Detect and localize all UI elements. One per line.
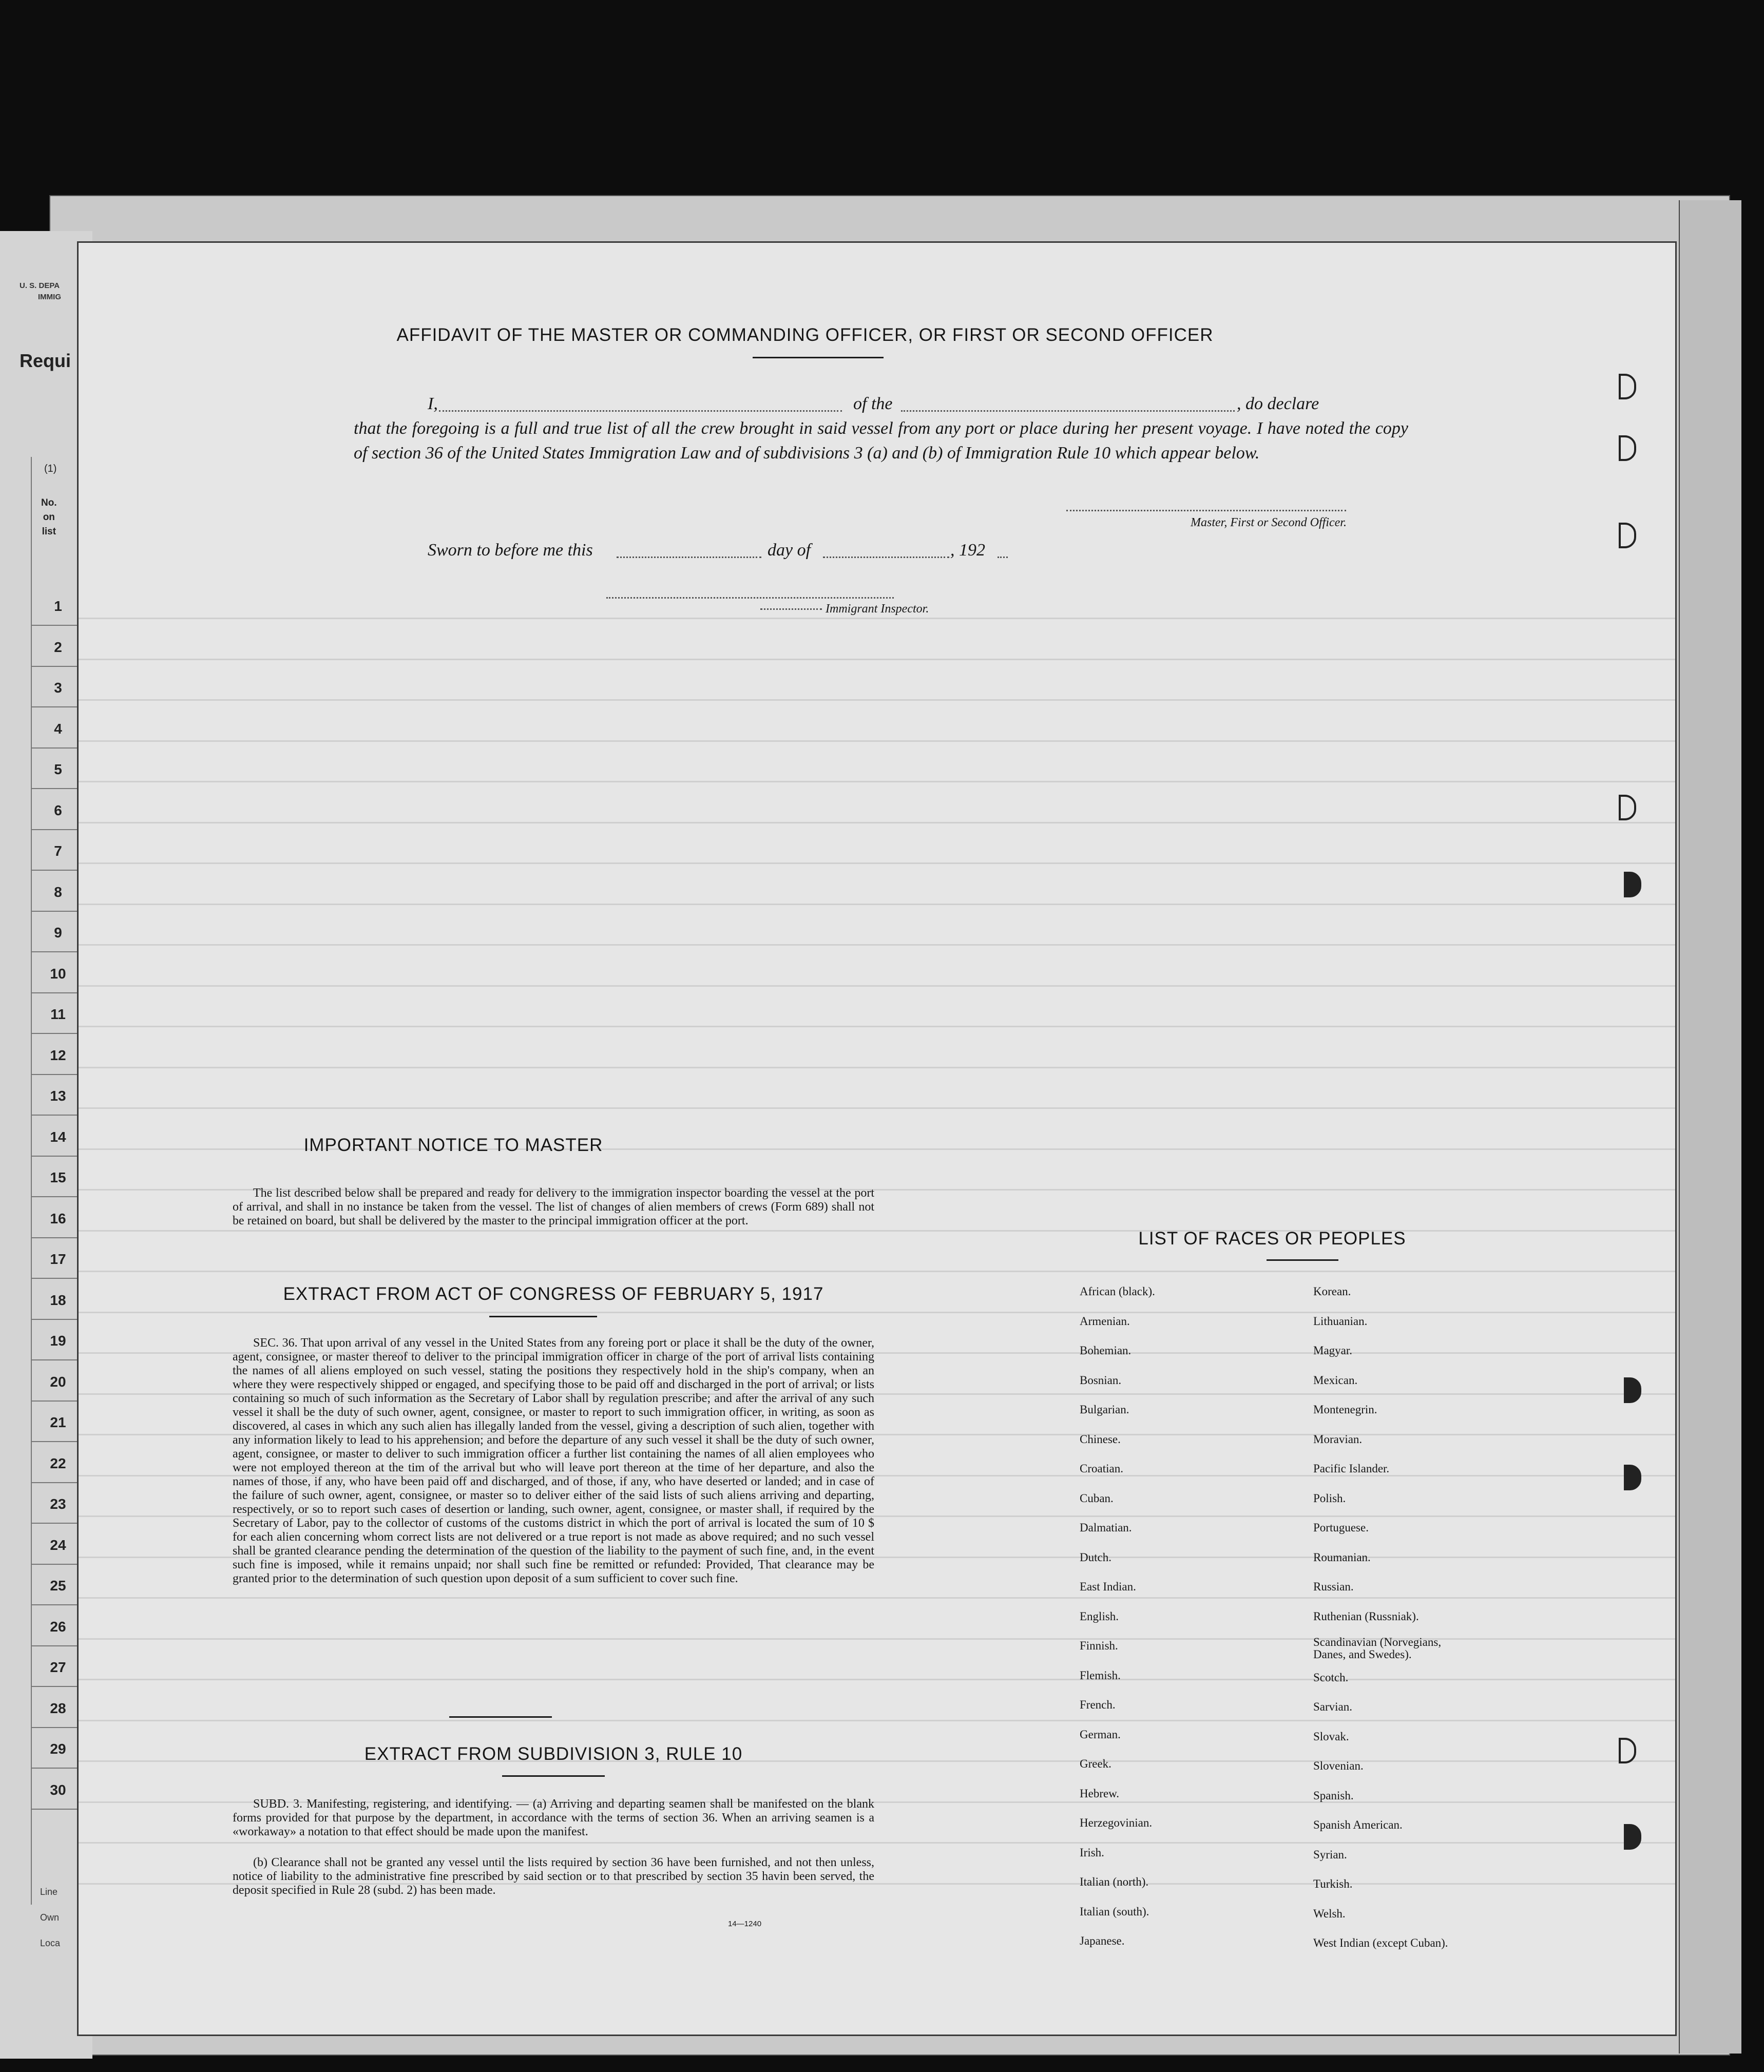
- ghost-row-line: [79, 1679, 1675, 1680]
- sworn-line: [428, 538, 1198, 563]
- ghost-row-line: [79, 1312, 1675, 1313]
- year-label: , 192: [950, 541, 985, 560]
- binder-hole: [1619, 374, 1636, 399]
- race-item: Italian (south).: [1080, 1905, 1149, 1918]
- race-item: French.: [1080, 1698, 1116, 1711]
- i-label: I,: [428, 394, 438, 413]
- left-department-header: U. S. DEPA IMMIG: [20, 281, 61, 301]
- row-number: 18: [50, 1292, 66, 1308]
- race-item: Croatian.: [1080, 1462, 1123, 1475]
- ghost-row-line: [79, 781, 1675, 782]
- binder-hole: [1619, 435, 1636, 461]
- race-item: Moravian.: [1313, 1432, 1363, 1446]
- race-item: Japanese.: [1080, 1934, 1125, 1947]
- row-number: 20: [50, 1373, 66, 1390]
- row-number: 15: [50, 1169, 66, 1185]
- inspector-label: Immigrant Inspector.: [826, 602, 929, 616]
- race-item: Armenian.: [1080, 1314, 1130, 1328]
- sworn-day-blank[interactable]: [617, 557, 761, 558]
- notice-text: The list described below shall be prepared and ready for delivery to the immigration inspector boarding the vessel at the port of arrival, and shall in no instance be taken from the vessel. The list of changes of alien members of crews (Form 689) shall not be retained on board, but shall be delivered by the master to the principal immigration officer at the port.: [233, 1186, 874, 1227]
- ghost-row-line: [79, 659, 1675, 660]
- race-item: Herzegovinian.: [1080, 1816, 1153, 1829]
- row-number: 21: [50, 1414, 66, 1430]
- right-sheet-edge: [1679, 200, 1741, 2054]
- race-item: Bulgarian.: [1080, 1403, 1129, 1416]
- race-item: African (black).: [1080, 1285, 1155, 1298]
- row-number: 27: [50, 1659, 66, 1675]
- race-item: Korean.: [1313, 1285, 1351, 1298]
- row-number: 5: [54, 761, 62, 777]
- race-item: Hebrew.: [1080, 1787, 1120, 1800]
- master-signature-line[interactable]: [1066, 510, 1346, 511]
- row-number: 25: [50, 1578, 66, 1594]
- race-item: Ruthenian (Russniak).: [1313, 1609, 1419, 1623]
- row-number: 26: [50, 1618, 66, 1635]
- row-number: 6: [54, 802, 62, 818]
- ghost-row-line: [79, 618, 1675, 619]
- race-item: Spanish.: [1313, 1789, 1354, 1802]
- row-number: 17: [50, 1251, 66, 1267]
- ghost-row-line: [79, 1271, 1675, 1272]
- title-underline: [753, 357, 884, 358]
- year-blank[interactable]: [998, 557, 1008, 558]
- row-number: 8: [54, 884, 62, 900]
- act-extract-text: SEC. 36. That upon arrival of any vessel in the United States from any foreing port or place it shall be the duty of the owner, agent, consignee, or master thereof to deliver to the principal immigration officer in charge of the port of arrival lists containing the names of all aliens employed on such vessel, stating the positions they respectively hold in the ship's company, when an where they were respectively shipped or engaged, and specifying those to be paid off and discharged in the port of arrival; or lists containing so much of such information as the Secretary of Labor shall by regulation prescribe; and after the arrival of any such vessel it shall be the duty of such owner, agent, consignee, or master to report to such immigration officer, in writing, as soon as discovered, al cases in which any such alien has illegally landed from the vessel, giving a description of such alien, together with any information likely to lead to his apprehension; and before the departure of any such vessel it shall be the duty of such owner, agent, consignee, or master to deliver to such immigration officer a further list containing the names of all alien employees who were not employed thereon at the tim of the arrival but who will leave port thereon at the time of her departure, and also the names of those, if any, who have been paid off and discharged, and of those, if any, who have deserted or landed; and in case of the failure of such owner, agent, consignee, or master so to deliver either of the said lists of such aliens arriving and departing, respectively, or so to report such cases of desertion or landing, such owner, agent, consignee, or master shall, if required by the Secretary of Labor, pay to the collector of customs of the customs district in which the port of arrival is located the sum of 10 $ for each alien concerning whom correct lists are not delivered or a true report is not made as above required; and no such vessel shall be granted clearance pending the determination of the question of the liability to the payment of such fine, and, in the event such fine is imposed, while it remains unpaid; nor shall such fine be remitted or refunded: Provided, That clearance may be granted prior to the determination of such question upon deposit of a sum sufficient to cover such fine.: [233, 1336, 874, 1585]
- row-number: 23: [50, 1496, 66, 1512]
- act-title-underline: [489, 1316, 597, 1317]
- notice-title: IMPORTANT NOTICE TO MASTER: [303, 1135, 603, 1155]
- races-title-underline: [1267, 1259, 1338, 1261]
- ghost-row-line: [79, 1067, 1675, 1068]
- row-number: 22: [50, 1455, 66, 1471]
- binder-hole: [1619, 523, 1636, 548]
- declaration-line: [428, 392, 1485, 416]
- race-item: Polish.: [1313, 1491, 1346, 1505]
- race-item: East Indian.: [1080, 1580, 1136, 1593]
- ghost-row-line: [79, 862, 1675, 864]
- rule-title-underline: [502, 1775, 605, 1777]
- race-item: Portuguese.: [1313, 1521, 1369, 1534]
- name-blank[interactable]: [439, 410, 842, 412]
- row-number: 29: [50, 1741, 66, 1757]
- affidavit-page: [77, 241, 1677, 2036]
- ghost-row-line: [79, 1107, 1675, 1109]
- ghost-row-line: [79, 699, 1675, 701]
- race-item: Slovenian.: [1313, 1759, 1364, 1772]
- column-number-label: (1): [44, 463, 57, 474]
- binder-hole: [1619, 1738, 1636, 1763]
- row-number: 2: [54, 639, 62, 655]
- race-item: Dutch.: [1080, 1550, 1111, 1564]
- left-footer-line: Line: [40, 1887, 58, 1897]
- race-item: Spanish American.: [1313, 1818, 1403, 1831]
- act-end-rule: [449, 1716, 552, 1718]
- master-signature-label: Master, First or Second Officer.: [1191, 516, 1347, 529]
- column-no-on-list-label: No. on list: [41, 497, 57, 537]
- binder-hole: [1624, 1377, 1641, 1403]
- row-number: 4: [54, 720, 62, 737]
- race-item: Roumanian.: [1313, 1550, 1371, 1564]
- binder-hole: [1624, 1465, 1641, 1490]
- row-number: 24: [50, 1537, 66, 1553]
- race-item: Dalmatian.: [1080, 1521, 1132, 1534]
- race-item: English.: [1080, 1609, 1119, 1623]
- race-item: German.: [1080, 1728, 1121, 1741]
- race-item: Montenegrin.: [1313, 1403, 1377, 1416]
- race-item: Italian (north).: [1080, 1875, 1149, 1888]
- row-number: 11: [50, 1006, 66, 1022]
- race-item: Magyar.: [1313, 1344, 1353, 1357]
- binder-hole: [1619, 795, 1636, 820]
- race-item: Scotch.: [1313, 1671, 1349, 1684]
- left-footer-location: Loca: [40, 1938, 61, 1948]
- ghost-row-line: [79, 944, 1675, 946]
- left-column-rule: [31, 457, 32, 1905]
- do-declare-label: , do declare: [1237, 394, 1319, 413]
- row-number: 13: [50, 1088, 66, 1104]
- left-sheet-title: Requi: [20, 350, 71, 371]
- rule-text-b: (b) Clearance shall not be granted any vessel until the lists required by section 36 have been furnished, and not then unless, notice of liability to the administrative fine prescribed by said section or to that prescribed by section 35 havin been served, the deposit specified in Rule 28 (subd. 2) has been made.: [233, 1856, 874, 1897]
- affidavit-title: AFFIDAVIT OF THE MASTER OR COMMANDING OFFICER, OR FIRST OR SECOND OFFICER: [396, 325, 1214, 345]
- rule-text-a: SUBD. 3. Manifesting, registering, and identifying. — (a) Arriving and departing seamen shall be manifested on the blank forms provided for that purpose by the department, in accordance with the terms of section 36. When an arriving seamen is a «workaway» a notation to that effect should be made upon the manifest.: [233, 1797, 874, 1838]
- race-item: Sarvian.: [1313, 1700, 1353, 1713]
- row-number: 28: [50, 1700, 66, 1716]
- ghost-row-line: [79, 1720, 1675, 1721]
- sworn-month-blank[interactable]: [823, 557, 949, 558]
- race-item: Syrian.: [1313, 1848, 1347, 1861]
- ghost-row-line: [79, 1026, 1675, 1027]
- ghost-row-line: [79, 740, 1675, 742]
- race-item: Slovak.: [1313, 1730, 1349, 1743]
- race-item: Scandinavian (Norvegians, Danes, and Swedes).: [1313, 1636, 1442, 1661]
- row-number: 19: [50, 1333, 66, 1349]
- row-number: 7: [54, 843, 62, 859]
- ghost-row-line: [79, 822, 1675, 823]
- row-number: 1: [54, 598, 62, 614]
- race-item: Pacific Islander.: [1313, 1462, 1390, 1475]
- ghost-row-line: [79, 904, 1675, 905]
- race-item: Cuban.: [1080, 1491, 1114, 1505]
- row-number: 12: [50, 1047, 66, 1063]
- of-the-label: of the: [853, 394, 893, 413]
- race-item: Flemish.: [1080, 1668, 1121, 1682]
- row-number: 3: [54, 680, 62, 696]
- race-item: Greek.: [1080, 1757, 1111, 1770]
- row-number: 10: [50, 965, 66, 982]
- race-item: Finnish.: [1080, 1639, 1118, 1652]
- race-item: Bosnian.: [1080, 1373, 1122, 1387]
- race-item: Irish.: [1080, 1846, 1104, 1859]
- act-extract-title: EXTRACT FROM ACT OF CONGRESS OF FEBRUARY 5, 1917: [283, 1284, 824, 1304]
- races-title: LIST OF RACES OR PEOPLES: [1138, 1229, 1406, 1249]
- race-item: Mexican.: [1313, 1373, 1358, 1387]
- race-item: West Indian (except Cuban).: [1313, 1936, 1448, 1949]
- binder-hole: [1624, 872, 1641, 897]
- ghost-row-line: [79, 1842, 1675, 1844]
- race-item: Russian.: [1313, 1580, 1354, 1593]
- inspector-signature-line[interactable]: [606, 597, 894, 599]
- left-footer-owner: Own: [40, 1912, 60, 1923]
- rule-extract-title: EXTRACT FROM SUBDIVISION 3, RULE 10: [364, 1744, 743, 1764]
- row-number: 14: [50, 1128, 66, 1145]
- row-number: 16: [50, 1210, 66, 1226]
- day-of-label: day of: [768, 541, 811, 560]
- sworn-label: Sworn to before me this: [428, 541, 593, 560]
- race-item: Chinese.: [1080, 1432, 1121, 1446]
- form-number: 14—1240: [728, 1920, 762, 1928]
- row-number: 9: [54, 925, 62, 941]
- row-number: 30: [50, 1781, 66, 1798]
- race-item: Bohemian.: [1080, 1344, 1132, 1357]
- vessel-blank[interactable]: [901, 410, 1235, 412]
- inspector-dot-leader: [760, 608, 822, 610]
- race-item: Welsh.: [1313, 1907, 1346, 1920]
- declaration-body: that the foregoing is a full and true list of all the crew brought in said vessel from any port or place during her present voyage. I have noted the copy of section 36 of the United States Immigration Law and of subdivisions 3 (a) and (b) of Immigration Rule 10 which appear below.: [354, 419, 1408, 463]
- race-item: Turkish.: [1313, 1877, 1353, 1890]
- race-item: Lithuanian.: [1313, 1314, 1368, 1328]
- ghost-row-line: [79, 1597, 1675, 1599]
- binder-hole: [1624, 1824, 1641, 1850]
- ghost-row-line: [79, 985, 1675, 987]
